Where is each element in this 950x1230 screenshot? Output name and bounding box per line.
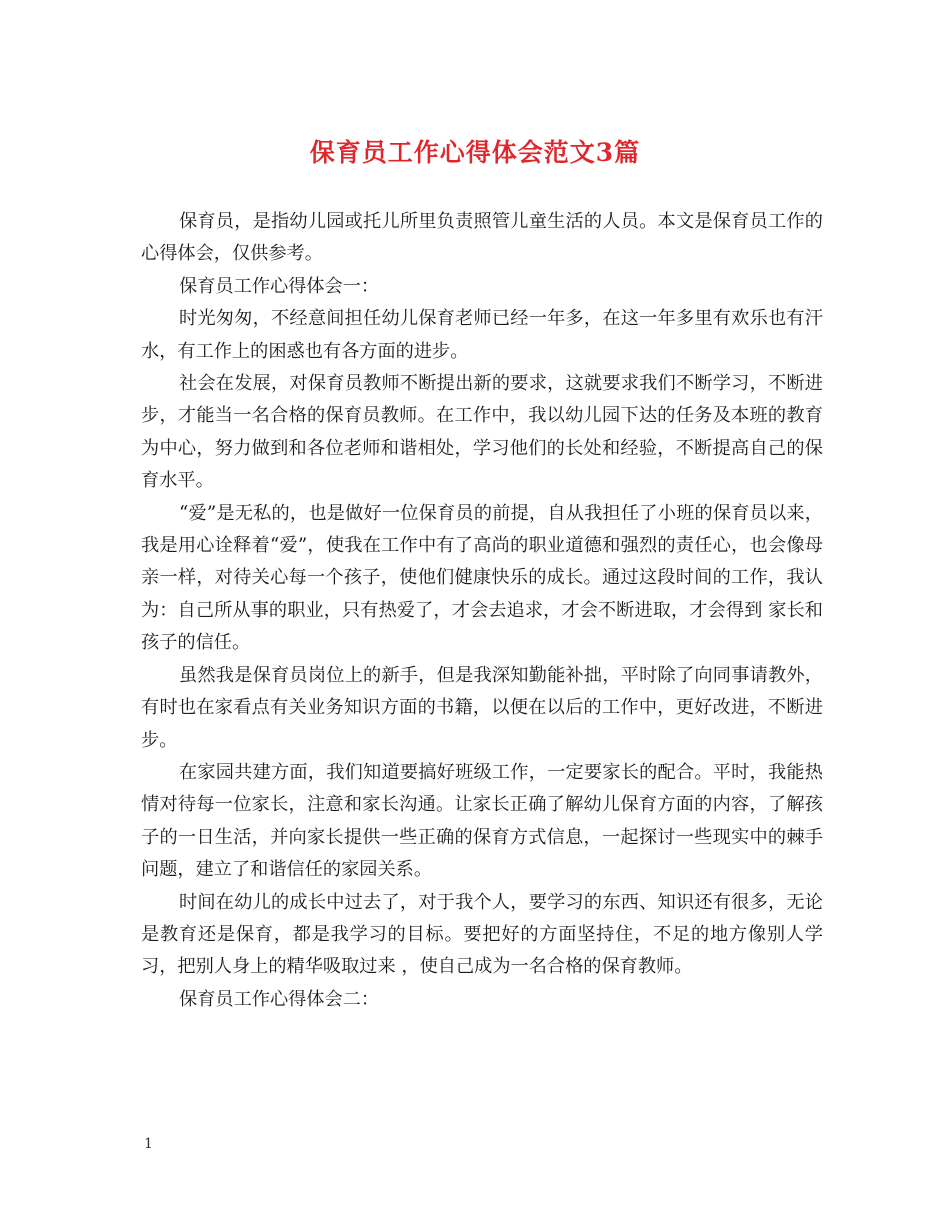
- paragraph: 在家园共建方面，我们知道要搞好班级工作，一定要家长的配合。平时，我能热情对待每一位家长，注意和家长沟通。让家长正确了解幼儿保育方面的内容，了解孩子的一日生活，并向家长提供一些正确的保育方式信息，一起探讨一些现实中的棘手问题，建立了和谐信任的家园关系。: [141, 761, 823, 881]
- paragraph: 虽然我是保育员岗位上的新手，但是我深知勤能补拙，平时除了向同事请教外，有时也在家看点有关业务知识方面的书籍，以便在以后的工作中，更好改进，不断进步。: [141, 664, 823, 751]
- paragraph: “爱”是无私的，也是做好一位保育员的前提，自从我担任了小班的保育员以来，我是用心诠释着“爱”，使我在工作中有了高尚的职业道德和强烈的责任心，也会像母亲一样，对待关心每一个孩子，使他们健康快乐的成长。通过这段时间的工作，我认为：自己所从事的职业，只有热爱了，才会去追求，才会不断进取，才会得到 家长和孩子的信任。: [141, 502, 823, 654]
- paragraph-intro: 保育员，是指幼儿园或托儿所里负责照管儿童生活的人员。本文是保育员工作的心得体会，仅供参考。: [141, 211, 823, 265]
- paragraph: 社会在发展，对保育员教师不断提出新的要求，这就要求我们不断学习，不断进步，才能当一名合格的保育员教师。在工作中，我以幼儿园下达的任务及本班的教育为中心，努力做到和各位老师和谐相处，学习他们的长处和经验，不断提高自己的保育水平。: [141, 373, 823, 492]
- section-heading-two: 保育员工作心得体会二：: [179, 988, 380, 1010]
- document-title: 保育员工作心得体会范文3篇: [309, 138, 641, 167]
- page-number: 1: [144, 1136, 153, 1152]
- paragraph: 时光匆匆，不经意间担任幼儿保育老师已经一年多，在这一年多里有欢乐也有汗水，有工作上的困惑也有各方面的进步。: [141, 308, 823, 362]
- document-body: [141, 206, 823, 1016]
- paragraph: 时间在幼儿的成长中过去了，对于我个人，要学习的东西、知识还有很多，无论是教育还是保育，都是我学习的目标。要把好的方面坚持住，不足的地方像别人学习，把别人身上的精华吸取过来 ，使自己成为一名合格的保育教师。: [141, 891, 823, 978]
- section-heading-one: 保育员工作心得体会一：: [179, 275, 380, 297]
